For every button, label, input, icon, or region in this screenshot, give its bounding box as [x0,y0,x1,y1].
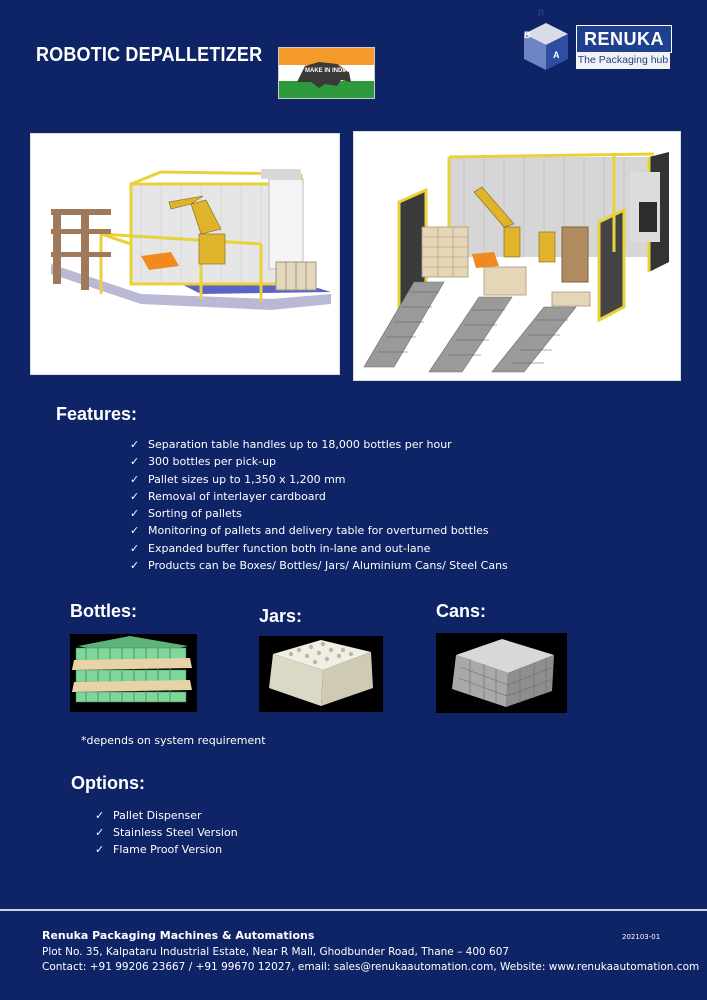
bottles-image [70,634,197,712]
check-icon: ✓ [95,843,105,856]
list-item: ✓ Monitoring of pallets and delivery table for overturned bottles [130,522,508,539]
document-number: 202103-01 [622,933,661,941]
check-icon: ✓ [130,455,140,469]
check-icon: ✓ [130,559,140,573]
check-icon: ✓ [130,507,140,521]
list-item: ✓ Pallet Dispenser [95,809,202,822]
check-icon: ✓ [130,472,140,486]
make-in-india-text: MAKE IN INDIA [305,68,349,74]
logo-letter-a: A [553,50,560,60]
list-item: ✓ Removal of interlayer cardboard [130,488,508,505]
depalletizer-render-side-view [30,133,340,375]
check-icon: ✓ [130,489,140,503]
cans-heading: Cans: [436,601,487,621]
logo-name: RENUKA [576,25,672,53]
depalletizer-render-front-view [353,131,681,381]
list-item: ✓ Separation table handles up to 18,000 bottles per hour [130,436,508,453]
features-list [130,436,508,574]
check-icon: ✓ [95,809,105,822]
check-icon: ✓ [130,438,140,451]
logo-letter-b: B [524,30,531,40]
list-item: ✓ Flame Proof Version [95,843,223,856]
list-item: ✓ 300 bottles per pick-up [130,453,508,470]
footer-contact: Contact: +91 99206 23667 / +91 99670 12027, email: sales@renukaautomation.com, Website: www.renukaautomation.com [42,961,700,973]
logo-letter-r: R [538,8,545,18]
options-list [95,807,238,858]
check-icon: ✓ [130,524,140,538]
bottles-heading: Bottles: [70,601,137,621]
system-requirement-note: *depends on system requirement [81,734,266,747]
jars-heading: Jars: [259,606,303,626]
logo-tagline: The Packaging hub [576,52,670,69]
footer-company-name: Renuka Packaging Machines & Automations [42,929,315,942]
features-heading: Features: [56,404,138,424]
renuka-cube-logo-icon [520,20,572,72]
list-item: ✓ Products can be Boxes/ Bottles/ Jars/ Aluminium Cans/ Steel Cans [130,557,508,574]
cans-image [436,633,567,713]
check-icon: ✓ [130,541,140,555]
list-item: ✓ Pallet sizes up to 1,350 x 1,200 mm [130,471,508,488]
footer-address: Plot No. 35, Kalpataru Industrial Estate, Near R Mall, Ghodbunder Road, Thane – 400 607 [42,946,510,958]
list-item: ✓ Expanded buffer function both in-lane and out-lane [130,540,508,557]
jars-image [259,636,383,712]
list-item: ✓ Sorting of pallets [130,505,508,522]
footer-divider [0,909,707,911]
make-in-india-badge [278,47,375,99]
page-title: ROBOTIC DEPALLETIZER [36,44,263,66]
list-item: ✓ Stainless Steel Version [95,826,238,839]
options-heading: Options: [71,773,145,793]
check-icon: ✓ [95,826,105,839]
